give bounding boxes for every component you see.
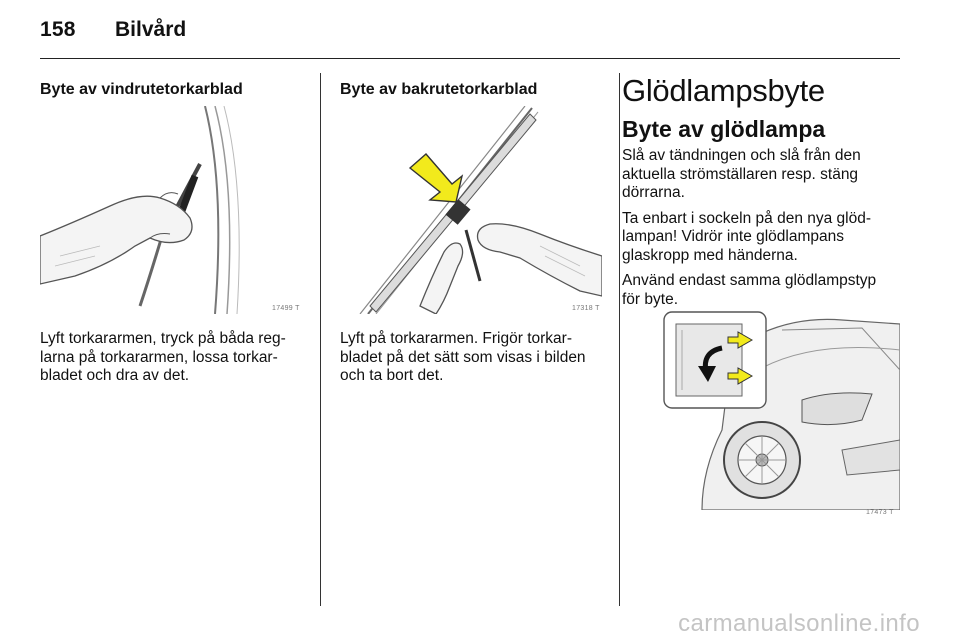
section-title: Bilvård <box>115 18 187 41</box>
illustration-code-2: 17318 T <box>572 305 600 312</box>
rear-wiper-heading: Byte av bakrutetorkarblad <box>340 81 538 98</box>
page-number: 158 <box>40 18 76 41</box>
column-divider-2 <box>619 73 620 606</box>
windshield-wiper-heading: Byte av vindrutetorkarblad <box>40 81 243 98</box>
windshield-wiper-drawing <box>40 106 302 314</box>
car-headlight-drawing <box>662 310 900 510</box>
bulb-instruction-paragraph-1: Slå av tändningen och slå från den aktuella strömställaren resp. stäng dörrarna. <box>622 147 861 201</box>
car-headlight-illustration <box>662 310 900 510</box>
illustration-code-1: 17499 T <box>272 305 300 312</box>
rear-wiper-instructions: Lyft på torkararmen. Frigör torkarbladet på det sätt som visas i bilden och ta bort det. <box>340 330 586 384</box>
bulb-replacement-title: Glödlampsbyte <box>622 73 825 108</box>
rear-wiper-drawing <box>340 106 602 314</box>
header-rule <box>40 58 900 59</box>
yellow-direction-arrow <box>410 154 462 202</box>
windshield-wiper-illustration <box>40 106 302 314</box>
watermark: carmanualsonline.info <box>678 610 920 637</box>
bulb-instruction-paragraph-2: Ta enbart i sockeln på den nya glödlampan! Vidrör inte glödlampans glaskropp med händerna. <box>622 209 872 264</box>
rear-wiper-illustration <box>340 106 602 314</box>
bulb-change-subtitle: Byte av glödlampa <box>622 116 826 142</box>
bulb-instructions <box>622 147 894 316</box>
illustration-code-3: 17473 T <box>866 509 894 516</box>
windshield-wiper-instructions: Lyft torkararmen, tryck på båda reglarna på torkararmen, lossa torkarbladet och dra av det. <box>40 330 286 384</box>
column-divider-1 <box>320 73 321 606</box>
bulb-instruction-paragraph-3: Använd endast samma glödlampstyp för byte. <box>622 272 877 308</box>
